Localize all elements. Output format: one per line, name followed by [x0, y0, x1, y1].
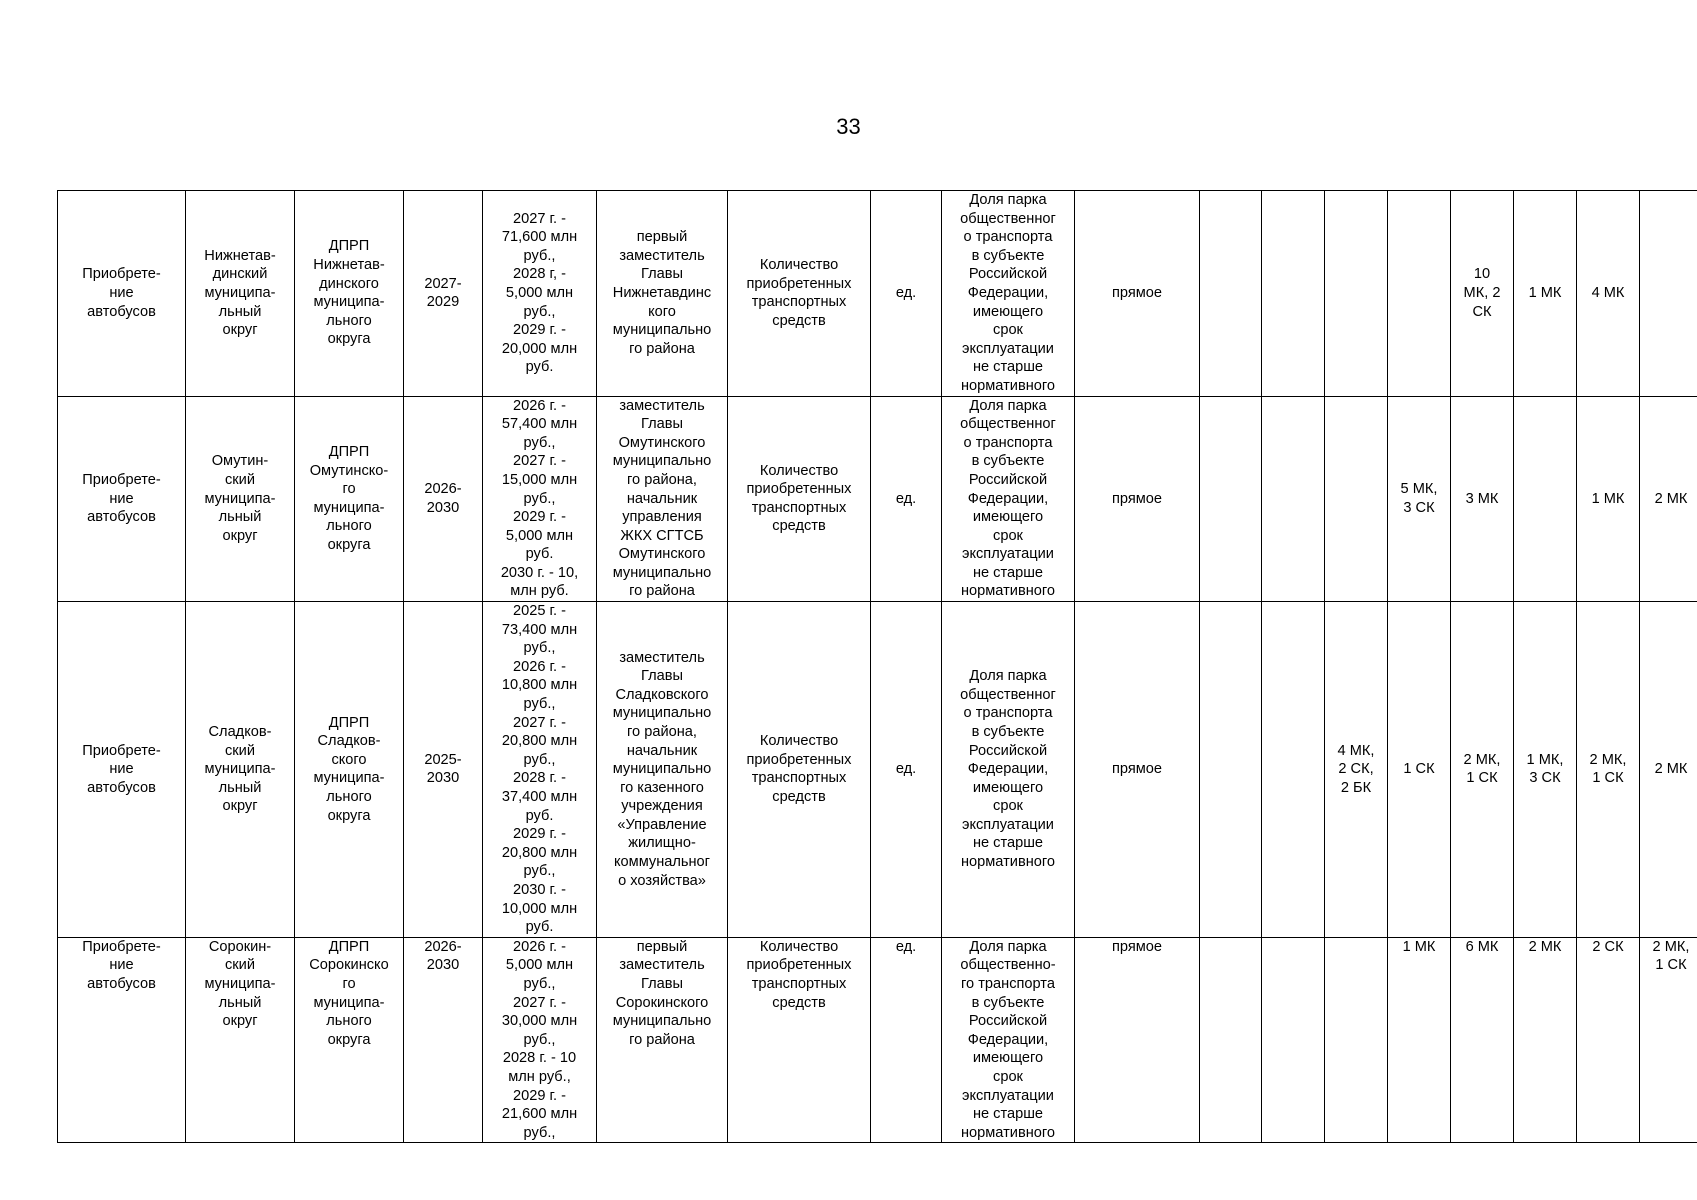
cell-unit: ед.	[871, 937, 942, 1143]
cell-year-value: 1 МК	[1388, 937, 1451, 1143]
cell-year-value	[1325, 191, 1388, 397]
cell-year-value: 1 СК	[1388, 602, 1451, 938]
cell-executor: ДПРП Нижнетав- динского муниципа- льного округа	[295, 191, 404, 397]
cell-unit: ед.	[871, 602, 942, 938]
cell-indicator: Количество приобретенных транспортных средств	[728, 937, 871, 1143]
table-row	[58, 602, 1697, 938]
cell-district: Нижнетав- динский муниципа- льный округ	[186, 191, 295, 397]
cell-executor: ДПРП Сорокинско го муниципа- льного округа	[295, 937, 404, 1143]
cell-indicator: Количество приобретенных транспортных средств	[728, 396, 871, 602]
cell-unit: ед.	[871, 396, 942, 602]
cell-district: Сорокин- ский муниципа- льный округ	[186, 937, 295, 1143]
cell-responsible: заместитель Главы Сладковского муниципально го района, начальник муниципально го казенного учреждения «Управление жилищно- коммунальног о хозяйства»	[597, 602, 728, 938]
cell-year-value: 2 МК	[1514, 937, 1577, 1143]
cell-year-value: 3 МК	[1451, 396, 1514, 602]
page-number	[0, 114, 1697, 140]
cell-responsible: заместитель Главы Омутинского муниципально го района, начальник управления ЖКХ СГТСБ Омутинского муниципально го района	[597, 396, 728, 602]
cell-district: Сладков- ский муниципа- льный округ	[186, 602, 295, 938]
cell-year-value	[1325, 396, 1388, 602]
cell-year-value	[1262, 602, 1325, 938]
cell-year-value	[1640, 191, 1697, 397]
cell-goal-indicator: Доля парка общественног о транспорта в субъекте Российской Федерации, имеющего срок эксплуатации не старше нормативного	[942, 602, 1075, 938]
cell-influence: прямое	[1075, 602, 1200, 938]
table-row	[58, 937, 1697, 1143]
cell-year-value	[1200, 396, 1262, 602]
cell-event: Приобрете- ние автобусов	[58, 191, 186, 397]
cell-year-value: 2 МК	[1640, 602, 1697, 938]
cell-year-value: 2 МК, 1 СК	[1577, 602, 1640, 938]
cell-financing: 2026 г. - 5,000 млн руб., 2027 г. - 30,000 млн руб., 2028 г. - 10 млн руб., 2029 г. - 21,600 млн руб.,	[483, 937, 597, 1143]
cell-influence: прямое	[1075, 396, 1200, 602]
cell-executor: ДПРП Омутинско- го муниципа- льного округа	[295, 396, 404, 602]
cell-financing: 2027 г. - 71,600 млн руб., 2028 г, - 5,000 млн руб., 2029 г. - 20,000 млн руб.	[483, 191, 597, 397]
cell-year-value: 4 МК, 2 СК, 2 БК	[1325, 602, 1388, 938]
table-row	[58, 191, 1697, 397]
cell-year-value	[1388, 191, 1451, 397]
cell-year-value: 6 МК	[1451, 937, 1514, 1143]
cell-goal-indicator: Доля парка общественног о транспорта в субъекте Российской Федерации, имеющего срок эксплуатации не старше нормативного	[942, 191, 1075, 397]
cell-influence: прямое	[1075, 937, 1200, 1143]
cell-indicator: Количество приобретенных транспортных средств	[728, 602, 871, 938]
cell-executor: ДПРП Сладков- ского муниципа- льного округа	[295, 602, 404, 938]
cell-responsible: первый заместитель Главы Сорокинского муниципально го района	[597, 937, 728, 1143]
cell-year-value: 5 МК, 3 СК	[1388, 396, 1451, 602]
cell-financing: 2025 г. - 73,400 млн руб., 2026 г. - 10,800 млн руб., 2027 г. - 20,800 млн руб., 2028 г. - 37,400 млн руб. 2029 г. - 20,800 млн руб., 2030 г. - 10,000 млн руб.	[483, 602, 597, 938]
cell-unit: ед.	[871, 191, 942, 397]
cell-year-value: 1 МК	[1577, 396, 1640, 602]
cell-goal-indicator: Доля парка общественно- го транспорта в субъекте Российской Федерации, имеющего срок эксплуатации не старше нормативного	[942, 937, 1075, 1143]
cell-year-value: 1 МК, 3 СК	[1514, 602, 1577, 938]
cell-period: 2026- 2030	[404, 396, 483, 602]
cell-period: 2026- 2030	[404, 937, 483, 1143]
cell-event: Приобрете- ние автобусов	[58, 937, 186, 1143]
cell-year-value	[1262, 937, 1325, 1143]
cell-year-value: 1 МК	[1514, 191, 1577, 397]
cell-district: Омутин- ский муниципа- льный округ	[186, 396, 295, 602]
cell-financing: 2026 г. - 57,400 млн руб., 2027 г. - 15,000 млн руб., 2029 г. - 5,000 млн руб. 2030 г. - 10, млн руб.	[483, 396, 597, 602]
cell-goal-indicator: Доля парка общественног о транспорта в субъекте Российской Федерации, имеющего срок эксплуатации не старше нормативного	[942, 396, 1075, 602]
cell-period: 2027- 2029	[404, 191, 483, 397]
cell-responsible: первый заместитель Главы Нижнетавдинс кого муниципально го района	[597, 191, 728, 397]
cell-year-value	[1514, 396, 1577, 602]
cell-year-value	[1262, 396, 1325, 602]
cell-year-value	[1200, 937, 1262, 1143]
cell-influence: прямое	[1075, 191, 1200, 397]
program-table	[57, 190, 1697, 1143]
page-number-text: 33	[836, 114, 861, 139]
cell-year-value: 4 МК	[1577, 191, 1640, 397]
cell-year-value: 2 МК, 1 СК	[1451, 602, 1514, 938]
cell-event: Приобрете- ние автобусов	[58, 602, 186, 938]
cell-year-value: 10 МК, 2 СК	[1451, 191, 1514, 397]
cell-year-value: 2 МК, 1 СК	[1640, 937, 1697, 1143]
cell-year-value	[1200, 602, 1262, 938]
cell-indicator: Количество приобретенных транспортных средств	[728, 191, 871, 397]
cell-year-value	[1200, 191, 1262, 397]
cell-year-value: 2 МК	[1640, 396, 1697, 602]
cell-year-value: 2 СК	[1577, 937, 1640, 1143]
cell-year-value	[1325, 937, 1388, 1143]
cell-event: Приобрете- ние автобусов	[58, 396, 186, 602]
table-row	[58, 396, 1697, 602]
cell-year-value	[1262, 191, 1325, 397]
cell-period: 2025- 2030	[404, 602, 483, 938]
